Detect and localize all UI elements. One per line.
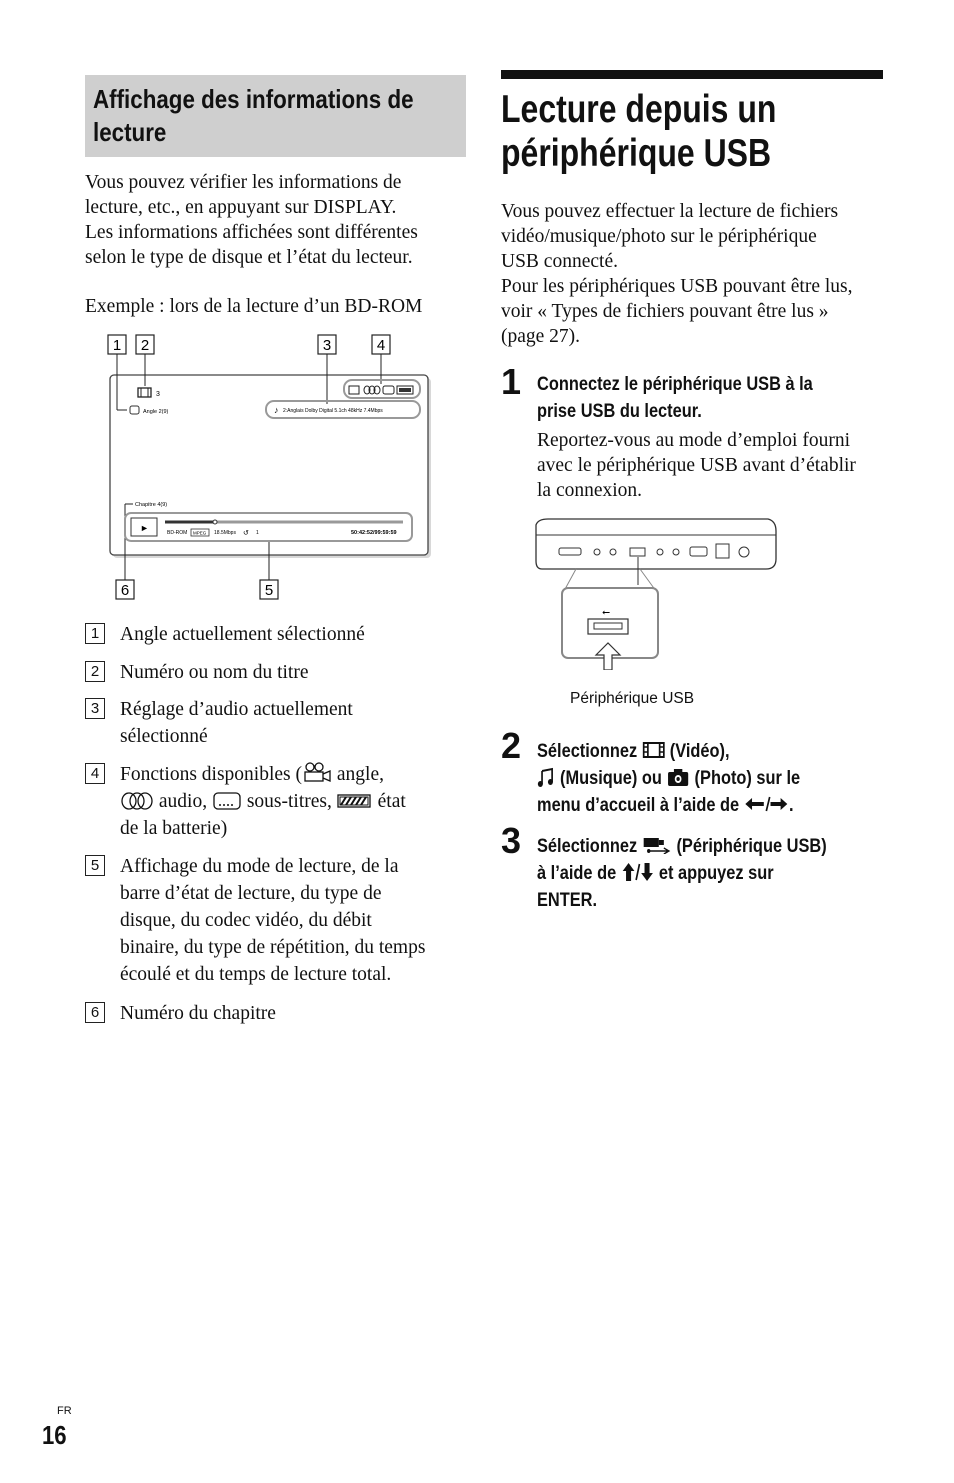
text-line: la connexion. [537,480,643,501]
step-title [537,833,827,914]
progress-handle [213,520,217,524]
video-icon [642,741,666,759]
repeat-icon: ↺ [243,530,249,537]
text-fragment: (Musique) ou [555,767,667,789]
text-line: Pour les périphériques USB pouvant être lus, [501,276,853,297]
text-line: Vous pouvez effectuer la lecture de fichiers [501,201,839,222]
legend-text [120,696,465,750]
callout-label: 4 [376,337,386,354]
repeat-value: 1 [256,530,259,536]
callout-1 [108,335,126,354]
hdmi-port [690,547,707,556]
text-line: Reportez-vous au mode d’emploi fourni [537,430,850,451]
display-diagram [85,328,445,608]
text-fragment: (Vidéo), [665,740,730,762]
legend-number: 4 [85,763,105,784]
legend-text: Angle actuellement sélectionné [120,624,365,645]
text-line: selon le type de disque et l’état du lecteur. [85,247,413,268]
usb-intro [501,199,891,349]
chapter-value: Chapitre 4(9) [135,502,168,508]
text-line: (page 27). [501,326,581,347]
note-icon: ♪ [274,405,279,415]
text-line: Les informations affichées sont différentes [85,222,418,243]
title-line: Lecture depuis un [501,88,777,131]
lan-port [716,544,729,558]
step-number: 1 [501,361,522,402]
text-line: barre d’état de lecture, du type de [120,883,382,904]
text-line: Réglage d’audio actuellement [120,699,353,720]
usb-connection-figure [530,515,790,670]
text-fragment: angle, [332,764,384,785]
callout-6 [116,580,134,599]
language-code: FR [57,1405,72,1417]
legend-text [120,853,465,988]
usb-port [630,548,645,556]
legend-number: 5 [85,855,105,876]
callout-label: 1 [112,337,122,354]
up-down-arrow-icon [621,862,655,882]
step-title [537,371,813,425]
audio-value: 2:Anglais Dolby Digital 5.1ch 48kHz 7.4Mbps [283,408,383,414]
title-line: périphérique USB [501,132,772,175]
text-fragment: état [372,791,406,812]
time-value: 50:42:52/99:59:59 [351,530,397,536]
callout-label: 3 [322,337,332,354]
text-fragment: (Photo) sur le [690,767,801,789]
step-body [537,428,887,503]
figure-caption: Périphérique USB [570,690,695,707]
disc-type: BD-ROM [167,530,188,536]
callout-label: 6 [120,582,130,599]
callout-label: 2 [140,337,150,354]
text-fragment: et appuyez sur [654,862,774,884]
step-title [537,738,800,819]
text-line: Vous pouvez vérifier les informations de [85,172,402,193]
angle-value: Angle 2(9) [143,409,169,415]
music-icon [537,767,555,787]
intro-paragraph [85,170,470,270]
text-line: sélectionné [120,726,208,747]
codec: MPEG [193,530,207,536]
play-icon: ► [140,523,149,533]
text-line: voir « Types de fichiers pouvant être lus » [501,301,829,322]
title-rule [501,70,883,79]
left-right-arrow-icon [744,795,789,813]
text-fragment: Sélectionnez [537,740,642,762]
legend-number: 6 [85,1002,105,1023]
text-fragment: menu d’accueil à l’aide de [537,794,744,816]
section-header [85,75,466,157]
callout-label: 5 [264,582,274,599]
text-line: ENTER. [537,889,598,911]
section-title-line: Affichage des informations de [93,84,414,114]
camera-icon [302,762,332,782]
text-line: binaire, du type de répétition, du temps [120,937,426,958]
callout-4 [372,335,390,354]
example-caption: Exemple : lors de la lecture d’un BD-ROM [85,296,423,317]
legend-text: Numéro ou nom du titre [120,662,309,683]
text-line: Affichage du mode de lecture, de la [120,856,399,877]
text-fragment: . [789,794,794,816]
callout-3 [318,335,336,354]
text-line: vidéo/musique/photo sur le périphérique [501,226,817,247]
page-title [501,88,776,176]
text-line: prise USB du lecteur. [537,400,702,422]
page-number: 16 [42,1420,67,1450]
callout-2 [136,335,154,354]
text-fragment: sous-titres, [241,791,337,812]
step-number: 2 [501,725,522,766]
text-fragment: Fonctions disponibles ( [120,764,303,785]
text-line: Connectez le périphérique USB à la [537,373,813,395]
player-body [536,519,776,569]
callout-5 [260,580,278,599]
legend-text: Numéro du chapitre [120,1003,276,1024]
legend-number: 2 [85,661,105,682]
legend-text [120,761,465,842]
text-line: avec le périphérique USB avant d’établir [537,455,856,476]
section-title [93,83,414,149]
usb-symbol-icon: ⭠ [602,607,610,618]
usb-device-icon [642,836,672,854]
photo-icon [666,767,690,787]
text-fragment: à l’aide de [537,862,621,884]
subtitle-icon [212,791,242,811]
bitrate: 18.5Mbps [214,530,236,536]
text-fragment: audio, [154,791,212,812]
step-number: 3 [501,820,522,861]
battery-icon [337,792,373,810]
audio-icon [120,791,154,811]
section-title-line: lecture [93,117,167,147]
legend-number: 3 [85,698,105,719]
text-line: de la batterie) [120,818,228,839]
text-line: disque, du codec vidéo, du débit [120,910,372,931]
text-line: lecture, etc., en appuyant sur DISPLAY. [85,197,397,218]
dc-in-port [559,548,581,555]
text-line: écoulé et du temps de lecture total. [120,964,392,985]
text-fragment: Sélectionnez [537,835,642,857]
text-fragment: (Périphérique USB) [671,835,827,857]
title-number: 3 [156,391,160,398]
legend-number: 1 [85,623,105,644]
text-line: USB connecté. [501,251,618,272]
